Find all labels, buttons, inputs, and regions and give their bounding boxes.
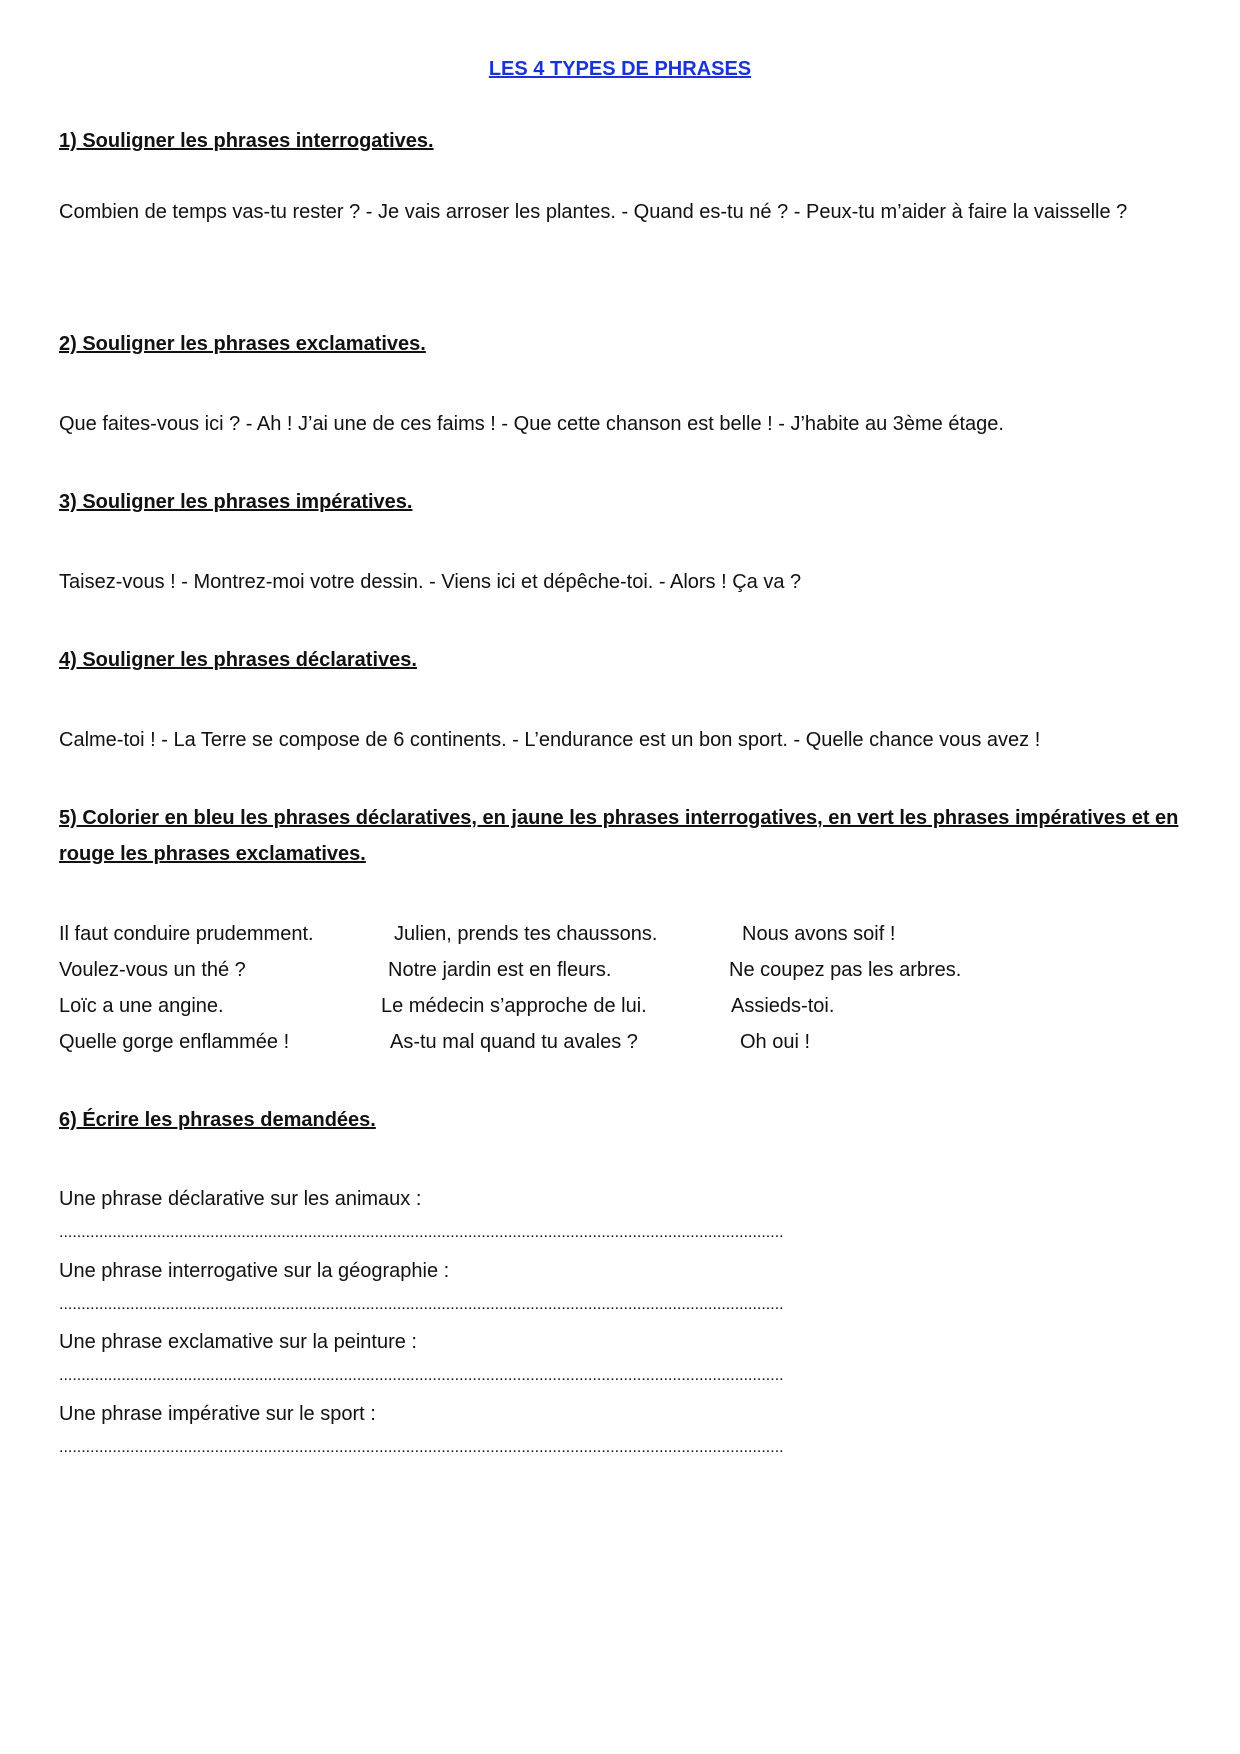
- sentence-cell: Assieds-toi.: [731, 995, 835, 1017]
- exercise-2-heading: 2) Souligner les phrases exclamatives.: [59, 333, 426, 355]
- sentence-cell: Il faut conduire prudemment.: [59, 923, 314, 945]
- prompt-exclamative: Une phrase exclamative sur la peinture :: [59, 1331, 417, 1353]
- exercise-2-text: Que faites-vous ici ? - Ah ! J’ai une de ces faims ! - Que cette chanson est belle ! - J’habite au 3ème étage.: [59, 413, 1004, 435]
- answer-line[interactable]: ...................................................................................................................................................................: [59, 1296, 784, 1313]
- sentence-cell: Notre jardin est en fleurs.: [388, 959, 612, 981]
- sentence-cell: Le médecin s’approche de lui.: [381, 995, 647, 1017]
- exercise-1-text: Combien de temps vas-tu rester ? - Je vais arroser les plantes. - Quand es-tu né ? - Peux-tu m’aider à faire la vaisselle ?: [59, 201, 1128, 223]
- sentence-cell: Quelle gorge enflammée !: [59, 1031, 290, 1053]
- answer-line[interactable]: ...................................................................................................................................................................: [59, 1224, 784, 1241]
- prompt-imperative: Une phrase impérative sur le sport :: [59, 1403, 376, 1425]
- exercise-1-heading: 1) Souligner les phrases interrogatives.: [59, 130, 434, 152]
- sentence-cell: Julien, prends tes chaussons.: [394, 923, 658, 945]
- exercise-5-heading: 5) Colorier en bleu les phrases déclaratives, en jaune les phrases interrogatives, en vert les phrases impératives et en rouge les phrases exclamatives.: [59, 807, 1179, 865]
- answer-line[interactable]: ...................................................................................................................................................................: [59, 1439, 784, 1456]
- sentence-cell: Voulez-vous un thé ?: [59, 959, 246, 981]
- prompt-declarative: Une phrase déclarative sur les animaux :: [59, 1188, 422, 1210]
- sentence-cell: Nous avons soif !: [742, 923, 896, 945]
- answer-line[interactable]: ...................................................................................................................................................................: [59, 1367, 784, 1384]
- sentence-cell: Ne coupez pas les arbres.: [729, 959, 962, 981]
- exercise-4-heading: 4) Souligner les phrases déclaratives.: [59, 649, 417, 671]
- exercise-3-heading: 3) Souligner les phrases impératives.: [59, 491, 413, 513]
- page-title: LES 4 TYPES DE PHRASES: [488, 58, 752, 80]
- exercise-4-text: Calme-toi ! - La Terre se compose de 6 continents. - L’endurance est un bon sport. - Quelle chance vous avez !: [59, 729, 1041, 751]
- sentence-cell: As-tu mal quand tu avales ?: [390, 1031, 638, 1053]
- prompt-interrogative: Une phrase interrogative sur la géographie :: [59, 1260, 450, 1282]
- exercise-6-heading: 6) Écrire les phrases demandées.: [59, 1109, 376, 1131]
- sentence-cell: Loïc a une angine.: [59, 995, 224, 1017]
- exercise-3-text: Taisez-vous ! - Montrez-moi votre dessin. - Viens ici et dépêche-toi. - Alors ! Ça va ?: [59, 571, 802, 593]
- sentence-cell: Oh oui !: [740, 1031, 811, 1053]
